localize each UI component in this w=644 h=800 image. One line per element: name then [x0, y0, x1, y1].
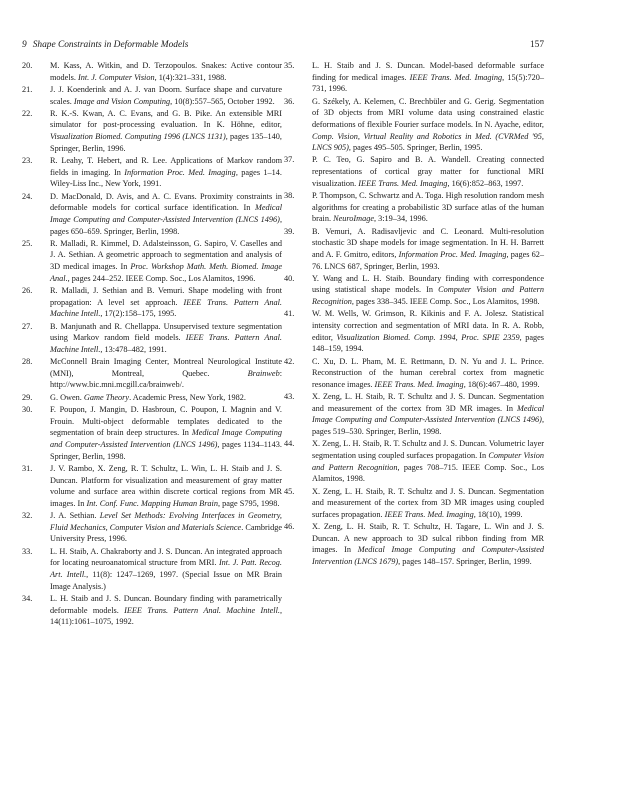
reference-number: 27.: [22, 321, 33, 331]
reference-source: IEEE Trans. Med. Imaging: [374, 379, 464, 389]
reference-entry: [22, 593, 282, 628]
reference-source: IEEE Trans. Med. Imaging: [409, 72, 503, 82]
reference-segment: , 18(10), 1999.: [473, 509, 523, 519]
reference-segment: X. Zeng, L. H. Staib, R. T. Schultz and J. S. Duncan. Segmentation and measurement of the cortex from 3D MR images. In: [312, 392, 544, 413]
reference-segment: L. H. Staib and J. S. Duncan. Model-based deformable surface finding for medical images.: [312, 61, 544, 82]
reference-number: 28.: [22, 357, 33, 367]
reference-text: [50, 357, 282, 389]
reference-number: 26.: [22, 286, 33, 296]
reference-number: 22.: [22, 108, 33, 118]
reference-text: [50, 547, 282, 591]
reference-source: Computer Vision and Pattern Recognition: [312, 451, 544, 472]
reference-entry: [22, 108, 282, 155]
reference-segment: R. Malladi, J. Sethian and B. Vemuri. Shape modeling with front propagation: A level set approach.: [50, 286, 282, 307]
reference-source: Game Theory: [83, 392, 130, 402]
reference-entry: [22, 191, 282, 238]
reference-segment: J. A. Sethian.: [50, 511, 100, 521]
reference-entry: [284, 154, 544, 189]
running-title: [22, 38, 188, 52]
reference-source: IEEE Trans. Pattern Anal. Machine Intell.: [50, 333, 282, 354]
reference-entry: [22, 404, 282, 462]
reference-source: IEEE Trans. Pattern Anal. Machine Intell.: [50, 297, 282, 319]
reference-text: [312, 309, 544, 353]
reference-segment: , pages 148–159, 1994.: [312, 332, 544, 354]
reference-number: 43.: [284, 392, 295, 402]
reference-segment: , pages 338–345. IEEE Comp. Soc., Los Alamitos, 1998.: [351, 297, 540, 307]
reference-number: 35.: [284, 61, 295, 70]
reference-number: 41.: [284, 309, 295, 319]
reference-text: [50, 594, 282, 626]
reference-number: 44.: [284, 439, 295, 449]
reference-text: [50, 393, 246, 402]
reference-segment: , 1(4):321–331, 1988.: [154, 72, 227, 82]
reference-segment: D. MacDonald, D. Avis, and A. C. Evans. Proximity constraints in deformable models for cortical surface identification. In: [50, 191, 282, 213]
reference-segment: B. Manjunath and R. Chellappa. Unsupervised texture segmentation using Markov random field models.: [50, 321, 282, 343]
reference-source: NeuroImage: [333, 214, 375, 224]
reference-entry: [22, 356, 282, 391]
reference-entry: [22, 60, 282, 83]
reference-text: [312, 97, 544, 153]
reference-entry: [22, 285, 282, 320]
reference-segment: R. K.-S. Kwan, A. C. Evans, and G. B. Pike. An extensible MRI simulator for post-processing evaluation. In K. Höhne, editor,: [50, 108, 282, 130]
reference-segment: , 13:478–482, 1991.: [100, 344, 167, 354]
reference-segment: L. H. Staib and J. S. Duncan. Boundary finding with parametrically deformable models.: [50, 593, 282, 615]
reference-entry: [22, 155, 282, 190]
reference-number: 33.: [22, 546, 33, 556]
reference-entry: [22, 238, 282, 285]
reference-source: Visualization Biomed. Computing 1996 (LNCS 1131): [50, 132, 226, 142]
reference-number: 36.: [284, 96, 295, 106]
reference-text: [312, 227, 544, 271]
reference-segment: . Cambridge University Press, 1996.: [50, 522, 282, 544]
reference-segment: , 18(6):467–480, 1999.: [463, 379, 540, 389]
reference-segment: , 11(8): 1247–1269, 1997. (Special Issue on MR Brain Image Analysis.): [50, 569, 282, 591]
reference-segment: J. V. Rambo, X. Zeng, R. T. Schultz, L. Win, L. H. Staib and J. S. Duncan. Platform for visualization and measurement of gray matter volume and surface area within discrete cortical regions from MR images. In: [50, 463, 282, 508]
reference-text: [312, 357, 544, 389]
reference-number: 23.: [22, 156, 33, 166]
reference-number: 34.: [22, 593, 33, 603]
reference-number: 24.: [22, 191, 33, 201]
reference-segment: G. Székely, A. Kelemen, C. Brechbüler and G. Gerig. Segmentation of 3D objects from MRI volume data using constrained elastic deformations of flexible Fourier surface models. In N. Ayache, editor,: [312, 96, 544, 129]
reference-text: [312, 191, 544, 223]
reference-text: [312, 61, 544, 93]
reference-segment: X. Zeng, L. H. Staib, R. T. Schultz and J. S. Duncan. Segmentation and measurement of the cortex from 3D MR images using coupled surfaces propagation.: [312, 486, 544, 519]
reference-source: Brainweb: [247, 368, 280, 378]
reference-segment: R. Malladi, R. Kimmel, D. Adalsteinsson, G. Sapiro, V. Caselles and J. A. Sethian. A geometric approach to segmentation and analysis of 3D medical images. In: [50, 238, 282, 272]
reference-segment: , 10(8):557–565, October 1992.: [170, 96, 275, 106]
reference-source: Medical Image Computing and Computer-Assisted Intervention (LNCS 1496): [50, 428, 282, 449]
reference-segment: : http://www.bic.mni.mcgill.ca/brainweb/.: [50, 368, 282, 390]
reference-source: Int. J. Computer Vision: [77, 72, 155, 82]
reference-segment: R. Leahy, T. Hebert, and R. Lee. Applications of Markov random fields in imaging. In: [50, 156, 282, 177]
reference-number: 42.: [284, 356, 295, 366]
reference-number: 45.: [284, 486, 295, 496]
reference-segment: , 14(11):1061–1075, 1992.: [50, 605, 282, 627]
reference-number: 46.: [284, 522, 295, 532]
reference-text: [312, 392, 544, 436]
reference-entry: [284, 190, 544, 225]
reference-text: [50, 192, 282, 236]
reference-segment: , 16(6):852–863, 1997.: [447, 178, 524, 188]
reference-segment: , pages 519–530. Springer, Berlin, 1998.: [312, 415, 544, 437]
reference-entry: [284, 391, 544, 438]
reference-entry: [284, 273, 544, 308]
reference-text: [50, 239, 282, 283]
reference-entry: [22, 84, 282, 107]
reference-text: [312, 439, 544, 483]
reference-segment: , 15(5):720–731, 1996.: [312, 72, 544, 94]
reference-segment: Y. Wang and L. H. Staib. Boundary finding with correspondence using statistical shape models. In: [312, 273, 544, 295]
reference-entry: [284, 60, 544, 95]
reference-number: 30.: [22, 404, 33, 414]
reference-segment: W. M. Wells, W. Grimson, R. Kikinis and F. A. Jolesz. Statistical intensity correction and segmentation of MRI data. In R. A. Robb, editor,: [312, 309, 544, 342]
reference-number: 25.: [22, 238, 33, 248]
reference-source: Information Proc. Med. Imaging: [398, 249, 507, 259]
reference-entry: [22, 510, 282, 545]
reference-segment: P. Thompson, C. Schwartz and A. Toga. High resolution random mesh algorithms for creating a probabilistic 3D surface atlas of the human brain.: [312, 191, 544, 224]
reference-entry: [284, 308, 544, 355]
reference-text: [50, 511, 282, 543]
reference-entry: [284, 356, 544, 391]
reference-source: Information Proc. Med. Imaging: [124, 167, 236, 177]
references-column-left: [22, 60, 282, 628]
reference-text: [312, 274, 544, 306]
reference-number: 31.: [22, 463, 33, 473]
reference-entry: [284, 438, 544, 485]
reference-segment: , page S795, 1998.: [217, 498, 280, 508]
reference-source: IEEE Trans. Med. Imaging: [384, 509, 474, 519]
reference-text: [312, 487, 544, 519]
reference-entry: [22, 392, 282, 404]
reference-text: [50, 405, 282, 461]
reference-text: [50, 156, 282, 188]
reference-text: [50, 322, 282, 354]
reference-source: Computer Vision and Pattern Recognition: [312, 285, 545, 307]
reference-segment: , 17(2):158–175, 1995.: [100, 309, 177, 319]
reference-segment: McConnell Brain Imaging Center, Montreal Neurological Institute (MNI), Montreal, Quebec.: [50, 357, 282, 378]
reference-source: Image and Vision Computing: [73, 96, 171, 106]
reference-source: Int. Conf. Func. Mapping Human Brain: [86, 498, 218, 508]
reference-entry: [22, 321, 282, 356]
reference-number: 38.: [284, 191, 295, 200]
reference-source: Medical Image Computing and Computer-Assisted Intervention (LNCS 1679): [312, 545, 544, 567]
reference-text: [50, 464, 282, 508]
reference-source: Comp. Vision, Virtual Reality and Robotics in Med. (CVRMed '95, LNCS 905): [312, 131, 544, 153]
reference-source: Level Set Methods: Evolving Interfaces in Geometry, Fluid Mechanics, Computer Vision and Materials Science: [50, 511, 282, 532]
reference-number: 39.: [284, 226, 295, 236]
reference-segment: J. J. Koenderink and A. J. van Doorn. Surface shape and curvature scales.: [50, 84, 282, 106]
reference-number: 37.: [284, 155, 295, 165]
reference-segment: G. Owen.: [50, 392, 84, 402]
reference-text: [50, 109, 282, 153]
reference-segment: P. C. Teo, G. Sapiro and B. A. Wandell. Creating connected representations of cortical gray matter for functional MRI visualization.: [312, 155, 544, 188]
reference-text: [50, 61, 282, 82]
reference-source: Visualization Biomed. Comp. 1994, Proc. SPIE 2359: [336, 332, 520, 342]
reference-number: 29.: [22, 392, 33, 402]
reference-segment: C. Xu, D. L. Pham, M. E. Rettmann, D. N. Yu and J. L. Prince. Reconstruction of the human cerebral cortex from magnetic resonance images.: [312, 356, 544, 389]
reference-number: 21.: [22, 84, 33, 94]
reference-source: Medical Image Computing and Computer-Assisted Intervention (LNCS 1496): [50, 203, 282, 224]
reference-segment: , pages 1–14. Wiley-Liss Inc., New York, 1991.: [50, 167, 282, 189]
reference-source: Medical Image Computing and Computer-Assisted Intervention (LNCS 1496): [312, 403, 544, 425]
reference-entry: [284, 96, 544, 154]
reference-source: IEEE Trans. Med. Imaging: [358, 178, 448, 188]
reference-source: IEEE Trans. Pattern Anal. Machine Intell.: [124, 605, 280, 615]
reference-source: Proc. Workshop Math. Meth. Biomed. Image Anal.: [50, 262, 282, 283]
reference-segment: X. Zeng, L. H. Staib, R. T. Schultz, H. Tagare, L. Win and J. S. Duncan. A new approach to 3D sulcal ribbon finding from MR images. In: [312, 522, 544, 555]
reference-segment: , pages 148–157. Springer, Berlin, 1999.: [398, 557, 532, 567]
reference-number: 20.: [22, 61, 33, 70]
reference-segment: , pages 708–715. IEEE Comp. Soc., Los Alamitos, 1998.: [312, 462, 544, 484]
reference-entry: [22, 546, 282, 593]
reference-entry: [22, 463, 282, 510]
reference-text: [50, 286, 282, 318]
reference-segment: , pages 135–140, Springer, Berlin, 1996.: [50, 132, 282, 153]
reference-entry: [284, 486, 544, 521]
reference-segment: , pages 495–505. Springer, Berlin, 1995.: [348, 143, 483, 153]
reference-segment: , pages 1134–1143. Springer, Berlin, 1998.: [50, 439, 282, 461]
reference-segment: L. H. Staib, A. Chakraborty and J. S. Duncan. An integrated approach for locating neuroanatomical structure from MRI.: [50, 546, 282, 568]
reference-segment: F. Poupon, J. Mangin, D. Hasbroun, C. Poupon, I. Magnin and V. Frouin. Multi-object deformable templates dedicated to the segmentation of brain deep structures. In: [50, 404, 282, 438]
reference-segment: , pages 650–659. Springer, Berlin, 1998.: [50, 214, 282, 236]
reference-segment: M. Kass, A. Witkin, and D. Terzopoulos. Snakes: Active contour models.: [50, 61, 282, 82]
running-header: [22, 38, 544, 52]
reference-segment: , pages 244–252. IEEE Comp. Soc., Los Alamitos, 1996.: [67, 273, 256, 283]
reference-text: [312, 155, 544, 187]
reference-entry: [284, 226, 544, 273]
reference-source: Int. J. Patt. Recog. Art. Intell.: [50, 558, 282, 579]
reference-segment: X. Zeng, L. H. Staib, R. T. Schultz and J. S. Duncan. Volumetric layer segmentation using coupled surfaces propagation. In: [312, 439, 544, 460]
reference-text: [312, 522, 544, 566]
reference-segment: B. Vemuri, A. Radisavljevic and C. Leonard. Multi-resolution stochastic 3D shape models for image segmentation. In H. H. Barrett and A. F. Gmitro, editors,: [312, 226, 544, 259]
reference-segment: . Academic Press, New York, 1982.: [129, 392, 246, 402]
chapter-title: Shape Constraints in Deformable Models: [32, 40, 189, 50]
page-number: 157: [529, 40, 544, 50]
reference-segment: , pages 62–76. LNCS 687, Springer, Berlin, 1993.: [312, 249, 544, 271]
reference-entry: [284, 521, 544, 568]
reference-number: 40.: [284, 273, 295, 283]
reference-text: [50, 85, 282, 106]
references-column-right: [284, 60, 544, 568]
reference-number: 32.: [22, 511, 33, 521]
chapter-number: 9: [22, 40, 27, 50]
reference-segment: , 3:19–34, 1996.: [374, 214, 428, 224]
